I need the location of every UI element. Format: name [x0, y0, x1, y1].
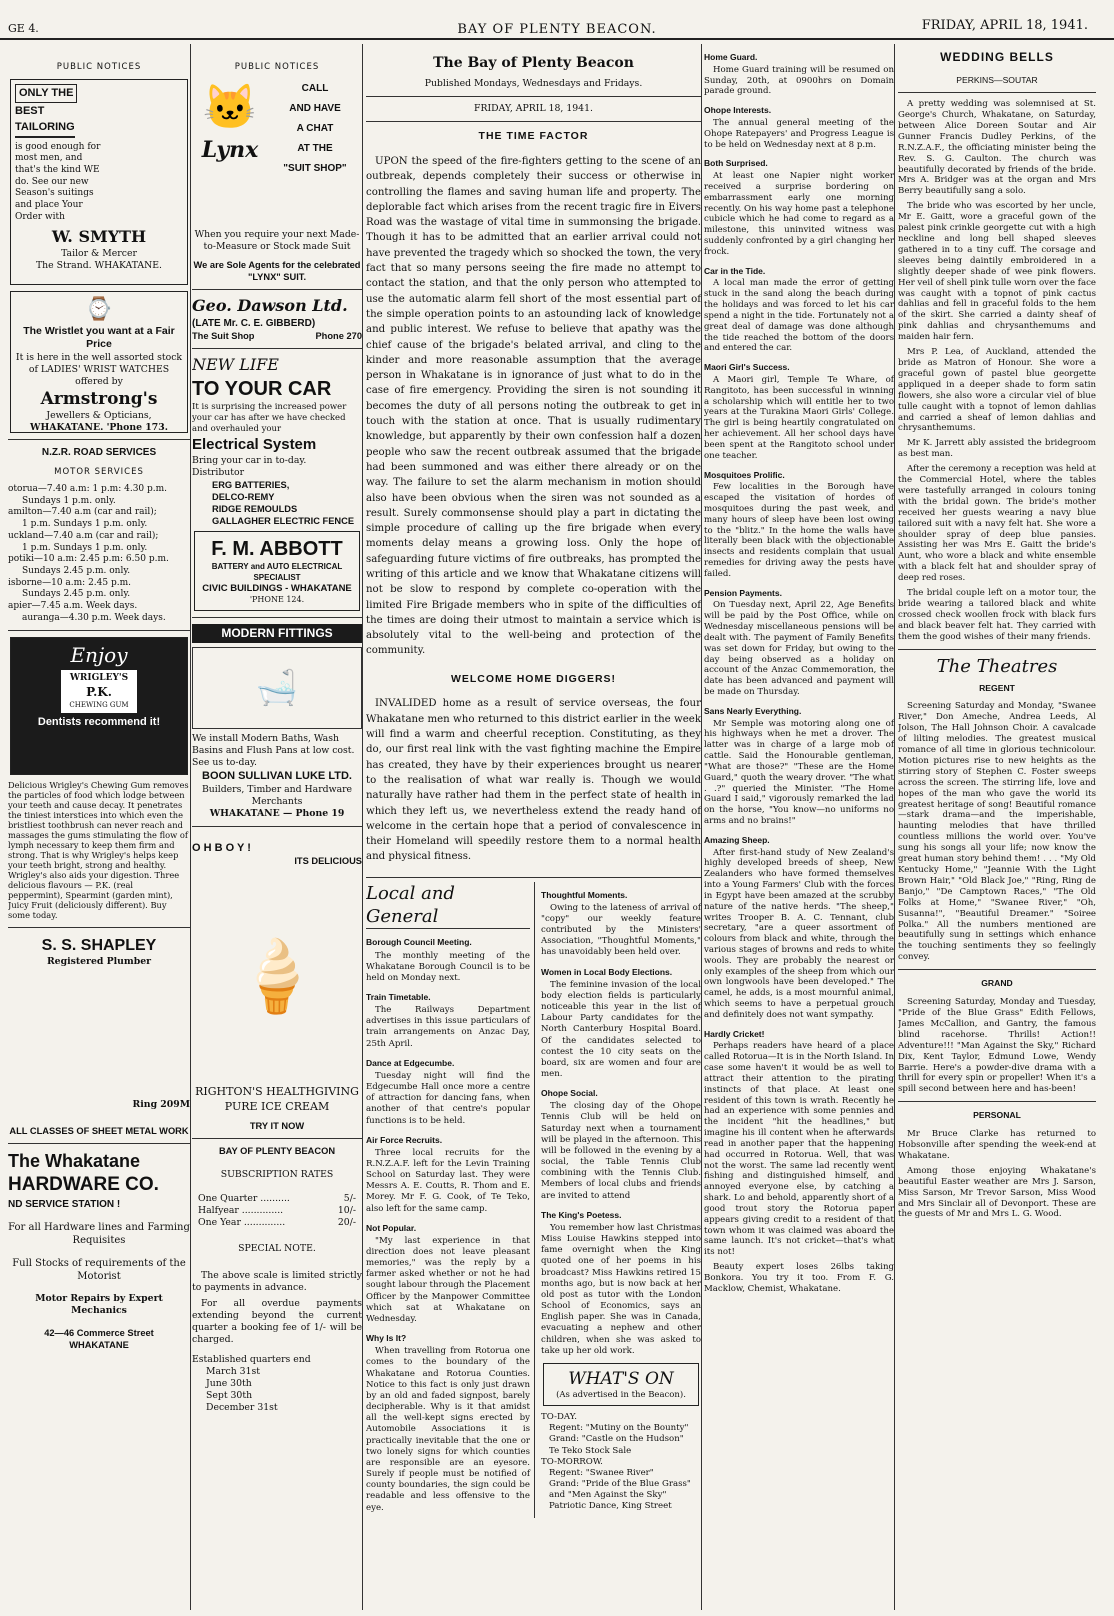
timetable-row: Sundays 2.45 p.m. only. — [22, 565, 131, 576]
news-body: A local man made the error of getting stuck in the sand along the beach during the holidays and was forced to let his car spend a night in the tide. Fortunately not a great deal of damage was done although the tide reached the bottom of the doors and entered the car. — [704, 278, 894, 354]
subs-price: 20/- — [337, 1217, 356, 1229]
personal-heading: PERSONAL — [973, 1110, 1021, 1121]
wrigley-enjoy: Enjoy — [70, 643, 128, 668]
masthead — [0, 0, 1114, 40]
news-heading: Car in the Tide. — [704, 265, 766, 276]
wedding-heading: WEDDING BELLS — [940, 50, 1054, 64]
quarter-date: March 31st — [206, 1366, 260, 1378]
regent-heading: REGENT — [979, 682, 1015, 693]
hardware-l3: ND SERVICE STATION ! — [8, 1198, 121, 1210]
lynx-cat-icon: 🐱 Lynx — [192, 79, 268, 229]
news-heading: Train Timetable. — [366, 992, 431, 1003]
news-body: The Railways Department advertises in this issue particulars of train arrangements on Anzac Day, 25th April. — [366, 1005, 530, 1049]
timetable-row: isborne—10 a.m: 2.45 p.m. — [8, 577, 131, 588]
wrigley-body: Delicious Wrigley's Chewing Gum removes the particles of food which lodge between your teeth and cause decay. It penetrates the tiniest interstices into which even the bristliest toothbrush can never reach and massages the gums stimulating the flow of lymph necessary to keep them firm and strong. That is why Wrigley's helps keep your teeth bright, strong and healthy. Wrigley's also aids your digestion. Three delicious flavours — P.K. (real peppermint), Spearmint (garden mint), Juicy Fruit (deliciously different). Buy some today. — [8, 780, 189, 920]
personal-p1: Mr Bruce Clarke has returned to Hobsonville after spending the week-end at Whakatane. — [898, 1129, 1096, 1161]
column-3 — [366, 44, 702, 1610]
news-body: Perhaps readers have heard of a place called Rotorua—It is in the North Island. In case some haven't it would be as well to attract their attention to the pirating instincts of that place. At least one resident of this town is wrath. Recently he had an experience with some pennies and the incident "hit the headlines," but imagine his ill content when he afterwards read in another paper that the happening had occurred in Rotorua. Well, that was not the worst. The same lad recently went fishing and distinguished himself, and annoyed everyone else, by catching a shark. Lo and behold, apparently short of a good trout story the Rotorua paper appears giving credit to a resident of that town whom it was claimed was aboard the same launch. It's not cricket—that's what its not! — [704, 1041, 894, 1258]
issue-date: FRIDAY, APRIL 18, 1941. — [921, 18, 1088, 33]
news-heading: Not Popular. — [366, 1222, 417, 1233]
wedding-p3: Mrs P. Lea, of Auckland, attended the bride as Matron of Honour. She wore a graceful gown of pastel blue georgette appliqued in a deeper shade to form satin flowers, she also wore a circular viel of blue tulle caught with a topnot of lemon dahlias and carried a sheaf of lemon dahlias and chrysanthemums. — [898, 347, 1096, 434]
lynx-ad — [192, 79, 362, 229]
smyth-l1: ONLY THE — [15, 84, 77, 103]
subs-note-3: Established quarters end — [192, 1354, 311, 1365]
local-general-section — [366, 882, 701, 1518]
car-item: RIDGE REMOULDS — [212, 503, 298, 514]
news-heading: Dance at Edgecumbe. — [366, 1057, 455, 1068]
timetable-row: 1 p.m. Sundays 1 p.m. only. — [22, 519, 148, 530]
timetable-row: otorua—7.40 a.m: 1 p.m: 4.30 p.m. — [8, 484, 168, 495]
wrigley-dentists: Dentists recommend it! — [37, 715, 161, 728]
news-heading: Amazing Sheep. — [704, 834, 770, 845]
car-item: GALLAGHER ELECTRIC FENCE — [212, 516, 355, 527]
editorial-title: The Bay of Plenty Beacon — [433, 55, 634, 71]
subs-row — [192, 1205, 362, 1217]
news-heading: Pension Payments. — [704, 587, 782, 598]
wrigley-ad — [10, 637, 188, 775]
wrigley-brand: WRIGLEY'S — [69, 673, 129, 684]
armstrong-body: It is here in the well assorted stock of LADIES' WRIST WATCHES offered by — [15, 351, 183, 388]
quarters-list — [206, 1366, 362, 1414]
news-body: The annual general meeting of the Ohope Ratepayers' and Progress League is to be held on Wednesday next at 8 p.m. — [704, 117, 894, 150]
special-note: SPECIAL NOTE. — [238, 1243, 316, 1255]
car-headline: TO YOUR CAR — [192, 378, 332, 401]
column-2 — [192, 44, 363, 1610]
dawson-name: Geo. Dawson Ltd. — [192, 296, 348, 316]
dawson-line — [192, 330, 362, 342]
abbott-phone: 'PHONE 124. — [249, 595, 305, 605]
wedding-p2: The bride who was escorted by her uncle, Mr E. Gaitt, wore a graceful gown of the palest pink crinkle georgette cut with a high neckline and long bell shaped sleeves gathered in to a tiny cuff. The corsage and sleeves being daintily embroidered in a slightly deeper shade of wee pink flowers. Her veil of shell pink tulle worn over the face was caught with a topnot of pink cactus dahlias and fell in graceful folds to the hem of the skirt. She carried a dainty sheaf of pink dahlias and chrysanthemums and maiden hair fern. — [898, 201, 1096, 343]
public-notices-heading: PUBLIC NOTICES — [56, 62, 142, 72]
welcome-heading: WELCOME HOME DIGGERS! — [450, 672, 617, 685]
wedding-p5: After the ceremony a reception was held at the Commercial Hotel, where the tables were tastefully arranged in colours toning with the bridal gown. The bride's mother received her guests wearing a navy blue tailored suit with a navy felt hat. She wore a shoulder spray of deep blue pansies. Assisting her was Mrs E. Gaitt the bride's Aunt, who wore a black and white ensemble with a black felt hat and shoulder spray of deep red roses. — [898, 464, 1096, 584]
timetable-row: apier—7.45 a.m. Week days. — [8, 600, 138, 611]
news-heading: Mosquitoes Prolific. — [704, 469, 785, 480]
news-body: The feminine invasion of the local body election fields is particularly noticeable this year in the list of Labour Party candidates for the North Canterbury Hospital Board. Of the candidates selected to contest the 10 city seats on the board, six are women and four are men. — [541, 979, 701, 1080]
local-general-right — [541, 890, 701, 1357]
news-body: The monthly meeting of the Whakatane Borough Council is to be held on Monday next. — [366, 950, 530, 983]
wedding-p4: Mr K. Jarrett ably assisted the bridegroom as best man. — [898, 438, 1096, 460]
smyth-body: is good enough for most men, and that's the kind WE do. See our new Season's suitings and place Your Order with — [15, 141, 101, 222]
wedding-p6: The bridal couple left on a motor tour, the bride wearing a tailored black and white crossed check woollen frock with black furs and black beaver felt hat. They carried with them the good wishes of their many friends. — [898, 588, 1096, 642]
timetable-row: Sundays 2.45 p.m. only. — [22, 589, 131, 600]
editorial-date: FRIDAY, APRIL 18, 1941. — [474, 103, 593, 115]
smyth-l2: BEST — [15, 104, 45, 117]
smyth-ad — [10, 79, 188, 285]
subs-period: One Year .............. — [198, 1217, 286, 1229]
regent-body: Screening Saturday and Monday, "Swanee River," Don Ameche, Andrea Leeds, Al Jolson, The Hall Johnson Choir. A cavalcade of lilting melodies. The greatest musical romance of all time in glorious technicolour. Motion pictures rise to new heights as the stirring story of Stephen C. Foster sweeps across the screen. The stirring life, love and hopes of the man who gave the world its greatest heritage of song! Beautiful romance—stark drama—and the imperishable, haunting melodies that have thrilled countless millions the world over. You've sung his songs all your life; now know the great human story behind them! . . . "My Old Kentucky Home," "Jeannie With the Light Brown Hair," "Old Black Joe," "Ring, Ring de Banjo," "De Camptown Races," "The Old Folks at Home," "Swanee River," "Oh, Susanna!", "Beautiful Dreamer." "Soiree Polka." All the numbers mentioned are beautifully sung in settings which enhance the touching sentiments they so feelingly convey. — [898, 701, 1096, 963]
armstrong-headline: The Wristlet you want at a Fair Price — [23, 324, 175, 351]
abbott-name: F. M. ABBOTT — [211, 538, 343, 561]
news-body: Home Guard training will be resumed on Sunday, 20th, at 0900hrs on Domain parade ground. — [704, 64, 894, 97]
news-body: "My last experience in that direction does not leave pleasant memories," was the reply by a farmer asked whether or not he had sought labour through the Placement Officer by the Manpower Committee which sat at Whakatane on Wednesday. — [366, 1235, 530, 1324]
abbott-l1: BATTERY and AUTO ELECTRICAL SPECIALIST — [211, 562, 343, 582]
news-body: When travelling from Rotorua one comes to the boundary of the Whakatane and Rotorua Counties. Notice to this fact is only just drawn by an old and faded signpost, barely decipherable. Why is it that amidst all the well-kept signs erected by Automobile Associations it is practically inevitable that the one or two lonely signs for which counties are responsible are an eyesore. Surely if people must be notified of county boundaries, the sign could be readable and less offensive to the eye. — [366, 1346, 530, 1513]
news-body: Beauty expert loses 26lbs taking Bonkora. You try it too. From F. G. Macklow, Chemist, Whakatane. — [704, 1262, 894, 1294]
whats-on-m3: Patriotic Dance, King Street — [549, 1501, 672, 1512]
subs-price: 5/- — [343, 1193, 356, 1205]
grand-body: Screening Saturday, Monday and Tuesday, "Pride of the Blue Grass" Edith Fellows, James McCallion, and Gantry, the famous blind racehorse. Thrills! Action!! Adventure!!! "Man Against the Sky," Richard Dix, Kent Taylor, Edmund Lowe, Wendy Barrie. Here's a powder-dive drama with a thrill for every spin or propeller! When it's a spill second between here and has-been! — [898, 997, 1096, 1095]
car-item: DELCO-REMY — [212, 491, 275, 502]
hardware-l7: 42—46 Commerce Street — [44, 1327, 154, 1338]
column-4 — [704, 44, 895, 1610]
dawson-late: (LATE Mr. C. E. GIBBERD) — [192, 318, 316, 330]
page-number: GE 4. — [8, 22, 39, 35]
subs-note-2: For all overdue payments extending beyond the current quarter a booking fee of 1/- will be charged. — [192, 1297, 362, 1345]
hardware-l5: Full Stocks of requirements of the Motorist — [12, 1257, 186, 1282]
whats-on-m1: Regent: "Swanee River" — [549, 1467, 654, 1478]
whats-on-t2: Grand: "Castle on the Hudson" — [549, 1434, 684, 1445]
news-heading: The King's Poetess. — [541, 1209, 622, 1220]
smyth-name: W. SMYTH — [51, 227, 147, 247]
news-heading: Ohope Social. — [541, 1088, 598, 1099]
news-heading: Air Force Recruits. — [366, 1134, 443, 1145]
subs-period: Halfyear .............. — [198, 1205, 284, 1217]
whats-on-today: TO-DAY. — [541, 1412, 578, 1423]
quarter-date: Sept 30th — [206, 1390, 253, 1402]
whats-on-sub: (As advertised in the Beacon). — [556, 1389, 686, 1400]
icecream-delicious: ITS DELICIOUS — [294, 856, 362, 867]
armstrong-name: Armstrong's — [40, 389, 158, 410]
car-electrical: Electrical System — [192, 436, 317, 454]
subs-note-1: The above scale is limited strictly to payments in advance. — [192, 1269, 362, 1293]
local-general-left — [366, 937, 530, 1513]
dawson-phone: Phone 270 — [315, 331, 362, 342]
news-body: On Tuesday next, April 22, Age Benefits will be paid by the Post Office, while on Wednesday miscellaneous pensions will be dealt with. The payment of Family Benefits was set down for Friday, but owing to the day being observed as a holiday on account of the Anzac Commemoration, the date has been advanced and payment will be made on Thursday. — [704, 600, 894, 698]
timetable-row: 1 p.m. Sundays 1 p.m. only. — [22, 542, 148, 553]
whats-on-t3: Te Teko Stock Sale — [549, 1445, 632, 1456]
wedding-couple: PERKINS—SOUTAR — [956, 75, 1038, 86]
lynx-body: When you require your next Made-to-Measure or Stock made Suit — [194, 229, 360, 253]
news-heading: Women in Local Body Elections. — [541, 966, 673, 977]
hardware-l4: For all Hardware lines and Farming Requisites — [8, 1221, 190, 1246]
hardware-l8: WHAKATANE — [69, 1340, 129, 1351]
whats-on-box — [543, 1363, 699, 1406]
column-1 — [8, 44, 191, 1610]
subs-rates: SUBSCRIPTION RATES — [220, 1169, 334, 1181]
editorial-pub: Published Mondays, Wednesdays and Fridays. — [424, 78, 643, 90]
abbott-ad — [194, 531, 360, 611]
news-heading: Hardly Cricket! — [704, 1028, 765, 1039]
subs-heading: BAY OF PLENTY BEACON — [218, 1146, 336, 1157]
car-items — [212, 479, 362, 527]
subs-row — [192, 1217, 362, 1229]
hardware-l6: Motor Repairs by Expert Mechanics — [35, 1292, 163, 1316]
subs-price: 10/- — [337, 1205, 356, 1217]
lynx-call-line: AND HAVE — [289, 103, 341, 115]
news-briefs — [704, 52, 894, 1295]
lynx-call-line: A CHAT — [296, 123, 334, 135]
nzr-heading: N.Z.R. ROAD SERVICES — [41, 447, 157, 459]
shapley-sheet: ALL CLASSES OF SHEET METAL WORK — [9, 1125, 189, 1136]
subs-row — [192, 1193, 362, 1205]
quarter-date: December 31st — [206, 1402, 278, 1414]
fittings-name: BOON SULLIVAN LUKE LTD. — [202, 770, 352, 783]
watch-icon: ⌚ — [85, 297, 113, 323]
grand-heading: GRAND — [981, 978, 1013, 989]
news-body: After first-hand study of New Zealand's highly developed breeds of sheep, New Zealanders who have formed themselves into a Young Farmers' Club with the forces in Egypt have been amazed at the scrubby nature of the native herds. "The sheep," writes Trooper B. A. C. Tennant, club secretary, "are a queer assortment of colours from black and white, through the various stages of browns and reds to white wools. They are probably the nearest or only examples of the sheep from which our own longwools have been developed." The camel, he adds, is a most mournful animal, which seems to have a perpetual grouch and definitely does not want sympathy. — [704, 847, 894, 1020]
armstrong-sub: Jewellers & Opticians, — [46, 410, 152, 422]
lynx-brand: Lynx — [201, 137, 259, 164]
news-body: Owing to the lateness of arrival of "copy" our weekly feature contributed by the Ministers' Association, "Thoughtful Moments," has unavoidably been held over. — [541, 902, 701, 958]
time-factor-body: UPON the speed of the fire-fighters getting to the scene of an outbreak, depends completely their success or otherwise in controlling the flames and saving human life and property. The deplorable fact which arises from the recent tragic fire in Eivers Road was the wastage of vital time in summonsing the brigade. Though it has to be admitted that an earlier arrival could not have prevented the tragedy which so shocked the town, the very fact that so many persons seeing the fire made no attempt to contact the station, and that the only person who attempted to use the automatic alarm fell short of the most essential part of the simple operation points to an astounding lack of knowledge and public interest. We refuse to believe that apathy was the chief cause of the brigade's belated arrival, and cling to the kinder and more reasonable assumption that the average person in Whakatane is in ignorance of just what to do in the case of fire emergency. Providing the siren is not sounding it becomes the duty of all persons noting the outbreak to get in touch with the station at once. That is usually rudimentary knowledge, but apparently by their own confession half a dozen people who saw the recent outbreak assumed that the brigade had been summoned and was either there already or on the way. The failure to set the alarm mechanism in motion should also have been obvious when the siren was not sounded as a result. Surely commonsense should play a part in dictating the simple procedure of calling up the fire brigade when every moments delay means a growing loss. Only the hope of safeguarding future victims of fire outbreaks, has prompted the writing of this article and we know that Whakatane citizens will not be slow to respond by complete co-operation with the limited Fire Brigade members who in spite of the difficulties of the times are doing their utmost to maintain a service which is absolutely vital to the well-being and protection of the community. — [366, 155, 701, 657]
car-new-life: NEW LIFE — [192, 355, 279, 375]
car-distributor: Distributor — [192, 466, 245, 478]
icecream-pure: PURE ICE CREAM — [224, 1099, 330, 1113]
fittings-heading: MODERN FITTINGS — [192, 624, 362, 644]
news-body: You remember how last Christmas Miss Louise Hawkins stepped into fame overnight when the King quoted one of her poems in his broadcast? Miss Hawkins retired 15 months ago, but is now back at her old post as tutor with the London School of Economics, says an English paper. She was in Canada, evacuating a nephew and other children, when she was asked to take up her old work. — [541, 1222, 701, 1356]
lynx-call-line: AT THE — [297, 143, 333, 155]
hardware-l2: HARDWARE CO. — [8, 1174, 159, 1196]
lynx-call — [268, 79, 362, 229]
fittings-sub: Builders, Timber and Hardware Merchants — [201, 783, 353, 807]
icecream-name: RIGHTON'S HEALTHGIVING — [195, 1085, 359, 1099]
shapley-name: S. S. SHAPLEY — [41, 936, 157, 954]
whats-on-m2: Grand: "Pride of the Blue Grass" and "Men Against the Sky" — [549, 1479, 691, 1501]
timetable-row: Sundays 1 p.m. only. — [22, 495, 116, 506]
paper-name: BAY OF PLENTY BEACON. — [457, 22, 657, 37]
subs-period: One Quarter .......... — [198, 1193, 290, 1205]
news-body: Three local recruits for the R.N.Z.A.F. left for the Levin Training School on Saturday last. They were Messrs A. E. Coutts, R. Thom and E. Morey. Mr F. G. Cook, of Te Teko, also left for the same camp. — [366, 1147, 530, 1214]
fittings-body: We install Modern Baths, Wash Basins and Flush Pans at low cost. See us to-day. — [192, 733, 355, 769]
shapley-sub: Registered Plumber — [46, 956, 152, 968]
news-heading: Thoughtful Moments. — [541, 889, 628, 900]
car-bring: Bring your car in to-day. — [192, 454, 307, 466]
news-body: Few localities in the Borough have escaped the visitation of hordes of mosquitoes during the past week, and many hours of sleep have been lost owing to the "blitz." In the home the walls have literally been black with the objectionable insects and residents complain that usual remedies for driving away the pests have failed. — [704, 482, 894, 579]
whats-on-heading: WHAT'S ON — [568, 1368, 674, 1389]
lynx-call-line: "SUIT SHOP" — [283, 163, 347, 175]
icecream-oh-boy: O H B O Y ! — [192, 842, 251, 855]
news-heading: Sans Nearly Everything. — [704, 705, 802, 716]
wrigley-gum: CHEWING GUM — [69, 700, 129, 709]
whats-on-t1: Regent: "Mutiny on the Bounty" — [549, 1423, 689, 1434]
news-heading: Ohope Interests. — [704, 105, 772, 116]
hardware-l1: The Whakatane — [8, 1150, 141, 1171]
quarter-date: June 30th — [206, 1378, 252, 1390]
gum-pack-icon — [61, 670, 137, 712]
armstrong-ad — [10, 291, 188, 433]
news-body: At least one Napier night worker received a surprise bordering on embarrassment early one morning recently. On his way home past a telephone cubicle which he had come to regard as a milestone, this uninvited witness was suddenly confronted by a girl changing her frock. — [704, 171, 894, 257]
wedding-p1: A pretty wedding was solemnised at St. George's Church, Whakatane, on Saturday, between Alice Doreen Soutar and Air Gunner Francis Dudley Perkins, of the R.N.Z.A.F., the officiating minister being the Rev. S. G. Caulton. The church was beautifully decorated by friends of the bride. Mrs A. Bridger was at the organ and Mrs Berry beautifully sang a solo. — [898, 99, 1096, 197]
timetable-row: uckland—7.40 a.m (car and rail); — [8, 530, 159, 541]
news-body: Tuesday night will find the Edgecumbe Hall once more a centre of attraction for dancing fans, when another of that centre's popular functions is to be held. — [366, 1070, 530, 1126]
car-body: It is surprising the increased power your car has after we have checked and overhauled your — [192, 402, 347, 435]
smyth-l3: TAILORING — [15, 119, 75, 138]
column-5 — [898, 44, 1096, 1610]
timetable-row: amilton—7.40 a.m (car and rail); — [8, 507, 157, 518]
fittings-address: WHAKATANE — Phone 19 — [209, 807, 345, 819]
news-body: A Maori girl, Temple Te Whare, of Rangitoto, has been successful in winning a scholarship which will entitle her to two years at the Turakina Maori Girls' College. The girl is being heartily congratulated on her achievement. All her school days have been spent at the Rangitoto school under one teacher. — [704, 374, 894, 461]
time-factor-heading: THE TIME FACTOR — [478, 130, 589, 143]
lynx-call-line: CALL — [301, 83, 329, 95]
news-heading: Both Surprised. — [704, 158, 768, 169]
car-item: ERG BATTERIES, — [212, 479, 290, 490]
shapley-ring: Ring 209M — [132, 1098, 190, 1110]
personal-p2: Among those enjoying Whakatane's beautiful Easter weather are Mrs J. Sarson, Miss Sarson, Mr Trevor Sarson, Miss Wood and Mrs Sinclair all of Devonport. These are the guests of Mr and Mrs L. G. Wood. — [898, 1165, 1096, 1220]
timetable-row: potiki—10 a.m: 2.45 p.m: 6.50 p.m. — [8, 554, 169, 565]
news-body: The closing day of the Ohope Tennis Club will be held on Saturday next when a tournament will be played in the afternoon. This will be followed in the evening by a social, the Table Tennis Club combining with the Tennis Club. Members of local clubs and friends are invited to attend — [541, 1101, 701, 1201]
bathroom-illustration: 🛁 — [192, 647, 362, 729]
news-heading: Borough Council Meeting. — [366, 937, 472, 948]
ice-cream-illustration: 🍦 — [233, 934, 321, 1017]
news-body: Mr Semple was motoring along one of his highways when he met a drover. The latter was in charge of a large mob of cattle. Said the Honourable gentleman, "What are those?" "These are the Home Guard," quoth the weary drover. "The what . .?" queried the Minister. "The Home Guard I said," vigorously remarked the lad on the horse, "You know—no uniforms no arms and no brains!" — [704, 718, 894, 826]
subs-table — [192, 1193, 362, 1229]
dawson-shop: The Suit Shop — [192, 331, 255, 342]
smyth-address: The Strand. WHAKATANE. — [35, 260, 163, 272]
theatres-heading: The Theatres — [936, 655, 1058, 677]
news-heading: Home Guard. — [704, 52, 758, 62]
welcome-body: INVALIDED home as a result of service overseas, the four Whakatane men who returned to this district earlier in the week will find a warm and cheerful reception. Constituting, as they do, our first real link with the vast fighting machine the Empire has created, they have by their experiences brought us nearer to the realisation of what war really is. Though we would naturally have rather had them in the perfect state of health in which they left us, we nevertheless extend the ready hand of welcome in the certain hope that a period of convalescence in their Homeland will speedily restore them to a normal health and physical fitness. — [366, 698, 701, 863]
lynx-agents: We are Sole Agents for the celebrated "LYNX" SUIT. — [193, 260, 361, 283]
timetable-row: auranga—4.30 p.m. Week days. — [22, 612, 166, 623]
smyth-sub: Tailor & Mercer — [61, 248, 137, 260]
wrigley-pk: P.K. — [86, 685, 112, 700]
timetable — [8, 484, 190, 624]
news-heading: Maori Girl's Success. — [704, 362, 790, 373]
whats-on-tomorrow: TO-MORROW. — [541, 1456, 603, 1467]
public-notices-heading-2: PUBLIC NOTICES — [234, 62, 320, 72]
icecream-try: TRY IT NOW — [249, 1120, 305, 1131]
local-general-heading: Local and General — [366, 882, 530, 930]
armstrong-address: WHAKATANE. 'Phone 173. — [30, 422, 168, 434]
news-heading: Why Is It? — [366, 1333, 407, 1344]
motor-services-heading: MOTOR SERVICES — [54, 467, 144, 478]
abbott-l2: CIVIC BUILDINGS - WHAKATANE — [202, 582, 352, 594]
